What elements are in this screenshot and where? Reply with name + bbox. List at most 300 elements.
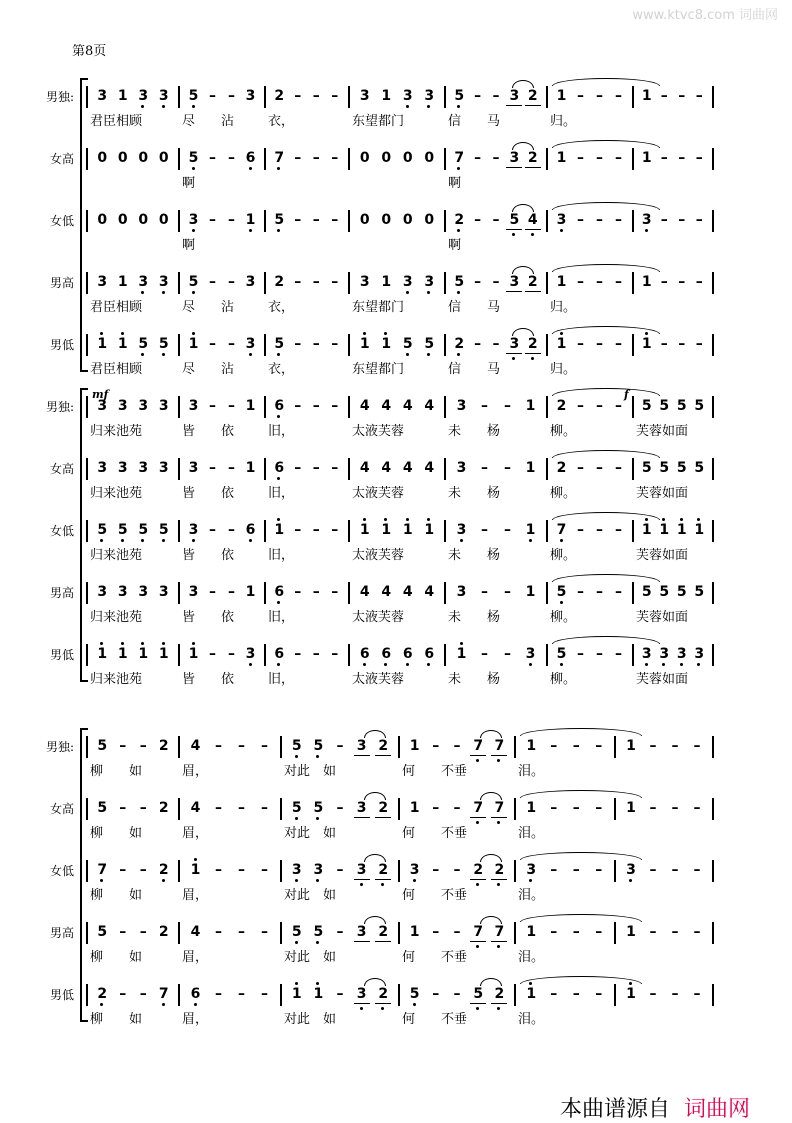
dash: – (693, 800, 701, 816)
note: 5 (97, 924, 108, 940)
barline (280, 984, 282, 1006)
dash: – (678, 336, 686, 352)
dash: – (453, 924, 461, 940)
voice-label: 男高 (49, 276, 74, 290)
dash: – (577, 584, 584, 600)
low-octave-dot (277, 663, 280, 666)
low-octave-dot (249, 663, 252, 666)
note: 0 (117, 212, 128, 228)
tie (552, 140, 660, 148)
note: 1 (311, 986, 325, 1002)
note: 5 (311, 924, 325, 940)
barline (546, 272, 548, 294)
dash: – (504, 646, 511, 662)
note: 7 (272, 150, 286, 166)
lyric: 旧， (268, 548, 295, 563)
barline (264, 396, 266, 418)
note: 4 (190, 738, 201, 754)
note: 1 (556, 150, 567, 166)
note: 7 (95, 862, 109, 878)
dash: – (228, 584, 235, 600)
barline (546, 582, 548, 604)
lyric: 太液芙蓉 (352, 424, 405, 439)
lyric: 信 马 (448, 300, 501, 315)
note: 1 (116, 646, 130, 662)
note: 4 (424, 584, 435, 600)
low-octave-dot (560, 601, 563, 604)
note: 3 (456, 460, 467, 476)
note: 1 (95, 336, 109, 352)
note: 3 (97, 584, 108, 600)
high-octave-dot (384, 332, 387, 335)
barline (398, 860, 400, 882)
dash: – (261, 986, 268, 1002)
low-octave-dot (381, 1007, 384, 1010)
eighth-underline (506, 105, 522, 106)
lyric: 太液芙蓉 (352, 610, 405, 625)
low-octave-dot (141, 105, 144, 108)
eighth-underline (506, 167, 522, 168)
footer-source (560, 1092, 750, 1123)
note: 1 (657, 522, 671, 538)
voice-label: 男高 (49, 586, 74, 600)
barline (86, 984, 88, 1006)
barline (444, 272, 446, 294)
note: 1 (117, 88, 128, 104)
barline (444, 334, 446, 356)
lyric: 柳。 (550, 548, 577, 563)
note: 4 (424, 398, 435, 414)
dash: – (331, 88, 339, 104)
lyric: 泪。 (518, 764, 545, 779)
eighth-underline (375, 941, 391, 942)
dash: – (595, 800, 603, 816)
dash: – (671, 738, 679, 754)
voice-label: 男独: (45, 400, 74, 414)
barline (86, 922, 88, 944)
low-octave-dot (192, 229, 195, 232)
note: 0 (97, 212, 108, 228)
barline (280, 860, 282, 882)
lyric: 归。 (550, 362, 577, 377)
lyric: 未 杨 (448, 486, 501, 501)
barline (178, 644, 180, 666)
dash: – (119, 738, 127, 754)
dash: – (474, 212, 482, 228)
note: 5 (97, 800, 108, 816)
dash: – (595, 924, 603, 940)
barline (348, 458, 350, 480)
low-octave-dot (629, 879, 632, 882)
note: 5 (136, 522, 150, 538)
note: 6 (358, 646, 372, 662)
dash: – (615, 274, 622, 290)
dash: – (432, 800, 440, 816)
note: 1 (245, 584, 256, 600)
note: 2 (158, 800, 169, 816)
eighth-underline (491, 879, 507, 880)
dash: – (550, 986, 558, 1002)
note: 5 (187, 88, 201, 104)
tie (520, 976, 642, 984)
dash: – (312, 522, 320, 538)
note: 5 (136, 336, 150, 352)
voice-label: 男低 (49, 988, 74, 1002)
note: 1 (157, 646, 171, 662)
dash: – (695, 150, 703, 166)
dash: – (209, 584, 216, 600)
note: 4 (359, 398, 370, 414)
voice-label: 男独: (45, 90, 74, 104)
dash: – (453, 738, 461, 754)
barline (712, 644, 714, 666)
low-octave-dot (162, 105, 165, 108)
lyric: 旧， (268, 672, 295, 687)
eighth-underline (375, 817, 391, 818)
lyric: 皆 依 (182, 486, 235, 501)
dash: – (660, 274, 668, 290)
voice-label: 女低 (49, 214, 74, 228)
dash: – (572, 738, 580, 754)
dash: – (261, 738, 268, 754)
low-octave-dot (141, 353, 144, 356)
dash: – (649, 924, 657, 940)
dash: – (228, 460, 235, 476)
low-octave-dot (162, 879, 165, 882)
barline (712, 210, 714, 232)
barline (280, 922, 282, 944)
high-octave-dot (100, 642, 103, 645)
dash: – (312, 274, 320, 290)
dash: – (139, 862, 147, 878)
barline (178, 148, 180, 170)
dash: – (312, 398, 320, 414)
barline (178, 860, 180, 882)
note: 2 (376, 800, 390, 816)
lyric: 君臣相顾 (90, 114, 143, 129)
note: 3 (157, 88, 171, 104)
high-octave-dot (100, 332, 103, 335)
low-octave-dot (406, 353, 409, 356)
high-octave-dot (680, 518, 683, 521)
low-octave-dot (277, 601, 280, 604)
note: 4 (402, 398, 413, 414)
dash: – (695, 274, 703, 290)
low-octave-dot (384, 663, 387, 666)
note: 3 (524, 646, 538, 662)
dash: – (615, 522, 622, 538)
low-octave-dot (363, 663, 366, 666)
note: 7 (492, 800, 506, 816)
low-octave-dot (413, 1003, 416, 1006)
lyric: 柳。 (550, 672, 577, 687)
dash: – (649, 862, 657, 878)
lyric: 芙蓉如面 (636, 548, 689, 563)
barline (712, 798, 714, 820)
dash: – (294, 212, 302, 228)
dash: – (294, 274, 302, 290)
note: 5 (641, 584, 652, 600)
note: 3 (507, 274, 521, 290)
barline (546, 520, 548, 542)
dash: – (615, 336, 622, 352)
note: 1 (626, 800, 636, 816)
lyric: 对此 如 (284, 764, 337, 779)
note: 2 (452, 336, 466, 352)
barline (514, 922, 516, 944)
dash: – (331, 646, 339, 662)
note: 1 (379, 336, 393, 352)
dash: – (577, 150, 584, 166)
note: 3 (138, 584, 149, 600)
lyric: 尽 沾 (182, 362, 235, 377)
eighth-underline (375, 879, 391, 880)
dynamic-mark: mf (92, 388, 109, 401)
note: 6 (272, 584, 286, 600)
low-octave-dot (316, 817, 319, 820)
page-number: 第8页 (72, 44, 107, 59)
note: 1 (526, 738, 537, 754)
lyric: 未 杨 (448, 424, 501, 439)
low-octave-dot (162, 1003, 165, 1006)
dash: – (695, 88, 703, 104)
dash: – (331, 460, 339, 476)
barline (178, 396, 180, 418)
footer-site-link[interactable]: 词曲网 (684, 1097, 751, 1122)
note: 5 (422, 336, 436, 352)
note: 6 (272, 460, 286, 476)
note: 7 (157, 986, 171, 1002)
lyric: 对此 如 (284, 1012, 337, 1027)
note: 3 (188, 584, 199, 600)
barline (264, 458, 266, 480)
dash: – (474, 336, 482, 352)
lyric: 未 杨 (448, 610, 501, 625)
lyric: 何 不垂 (402, 950, 468, 965)
low-octave-dot (162, 539, 165, 542)
voice-label: 女高 (49, 152, 74, 166)
slur (480, 978, 502, 986)
low-octave-dot (531, 357, 534, 360)
barline (348, 334, 350, 356)
dash: – (481, 584, 488, 600)
lyric: 太液芙蓉 (352, 548, 405, 563)
note: 5 (290, 800, 304, 816)
note: 3 (188, 398, 199, 414)
barline (712, 984, 714, 1006)
low-octave-dot (249, 167, 252, 170)
note: 2 (376, 986, 390, 1002)
dash: – (660, 88, 668, 104)
lyric: 柳。 (550, 610, 577, 625)
note: 1 (245, 460, 256, 476)
note: 3 (290, 862, 304, 878)
dash: – (238, 800, 245, 816)
barline (264, 148, 266, 170)
dash: – (660, 212, 668, 228)
note: 3 (157, 274, 171, 290)
low-octave-dot (100, 539, 103, 542)
note: 3 (401, 88, 415, 104)
dash: – (474, 150, 482, 166)
low-octave-dot (277, 229, 280, 232)
dash: – (294, 88, 302, 104)
note: 3 (524, 862, 538, 878)
note: 3 (455, 522, 469, 538)
note: 0 (424, 150, 435, 166)
low-octave-dot (531, 233, 534, 236)
note: 2 (158, 738, 169, 754)
slur (512, 266, 534, 274)
low-octave-dot (427, 353, 430, 356)
note: 3 (117, 398, 128, 414)
barline (178, 334, 180, 356)
slur (512, 80, 534, 88)
dash: – (596, 460, 603, 476)
eighth-underline (470, 941, 486, 942)
barline (444, 458, 446, 480)
slur (480, 854, 502, 862)
lyric: 归。 (550, 114, 577, 129)
dash: – (693, 986, 701, 1002)
lyric: 啊 (182, 176, 196, 191)
note: 4 (381, 584, 392, 600)
dash: – (596, 274, 603, 290)
dash: – (119, 800, 127, 816)
lyric: 眉， (182, 888, 209, 903)
dash: – (550, 800, 558, 816)
tie (552, 450, 660, 458)
low-octave-dot (497, 821, 500, 824)
dash: – (312, 212, 320, 228)
note: 5 (676, 460, 687, 476)
low-octave-dot (162, 291, 165, 294)
barline (348, 644, 350, 666)
barline (712, 334, 714, 356)
lyric: 归来池苑 (90, 486, 143, 501)
note: 1 (524, 986, 538, 1002)
low-octave-dot (529, 663, 532, 666)
barline (348, 582, 350, 604)
lyric: 芙蓉如面 (636, 672, 689, 687)
eighth-underline (354, 755, 370, 756)
note: 1 (381, 88, 392, 104)
barline (614, 798, 616, 820)
low-octave-dot (141, 291, 144, 294)
low-octave-dot (277, 353, 280, 356)
note: 3 (422, 88, 436, 104)
low-octave-dot (512, 357, 515, 360)
note: 5 (694, 460, 705, 476)
low-octave-dot (192, 539, 195, 542)
note: 2 (492, 986, 506, 1002)
barline (178, 922, 180, 944)
dash: – (312, 150, 320, 166)
note: 2 (471, 862, 485, 878)
dash: – (119, 924, 127, 940)
note: 5 (676, 584, 687, 600)
note: 5 (157, 522, 171, 538)
note: 5 (116, 522, 130, 538)
note: 3 (244, 336, 258, 352)
lyric: 尽 沾 (182, 300, 235, 315)
note: 0 (402, 150, 413, 166)
high-octave-dot (121, 332, 124, 335)
dash: – (695, 336, 703, 352)
lyric: 眉， (182, 950, 209, 965)
dash: – (209, 646, 216, 662)
note: 1 (136, 646, 150, 662)
lyric: 何 不垂 (402, 888, 468, 903)
dash: – (596, 150, 603, 166)
low-octave-dot (360, 883, 363, 886)
lyric: 泪。 (518, 1012, 545, 1027)
note: 3 (97, 460, 108, 476)
tie (552, 636, 660, 644)
barline (178, 736, 180, 758)
note: 5 (95, 522, 109, 538)
lyric: 归来池苑 (90, 610, 143, 625)
note: 5 (187, 150, 201, 166)
note: 3 (187, 212, 201, 228)
slur (512, 142, 534, 150)
dash: – (336, 738, 344, 754)
barline (444, 582, 446, 604)
tie (520, 790, 642, 798)
note: 5 (187, 274, 201, 290)
barline (712, 520, 714, 542)
lyric: 芙蓉如面 (636, 610, 689, 625)
dash: – (228, 212, 235, 228)
lyric: 皆 依 (182, 424, 235, 439)
note: 3 (136, 88, 150, 104)
note: 1 (626, 924, 636, 940)
note: 2 (376, 924, 390, 940)
note: 1 (381, 274, 392, 290)
barline (632, 396, 634, 418)
dash: – (294, 460, 302, 476)
watermark: www.ktvc8.com 词曲网 (632, 8, 778, 23)
barline (86, 644, 88, 666)
dash: – (595, 738, 603, 754)
dynamic-mark: f (624, 388, 629, 401)
lyric: 柳。 (550, 424, 577, 439)
voice-label: 男低 (49, 648, 74, 662)
note: 6 (272, 398, 286, 414)
low-octave-dot (427, 105, 430, 108)
dash: – (331, 584, 339, 600)
dash: – (481, 460, 488, 476)
barline (348, 210, 350, 232)
eighth-underline (354, 941, 370, 942)
note: 3 (138, 398, 149, 414)
low-octave-dot (457, 353, 460, 356)
lyric: 衣， (268, 114, 295, 129)
dash: – (139, 924, 147, 940)
low-octave-dot (277, 167, 280, 170)
high-octave-dot (192, 642, 195, 645)
barline (178, 272, 180, 294)
barline (546, 396, 548, 418)
barline (444, 396, 446, 418)
dash: – (671, 800, 679, 816)
dash: – (331, 398, 339, 414)
barline (632, 86, 634, 108)
barline (632, 334, 634, 356)
dash: – (504, 522, 511, 538)
dash: – (492, 336, 500, 352)
barline (614, 860, 616, 882)
